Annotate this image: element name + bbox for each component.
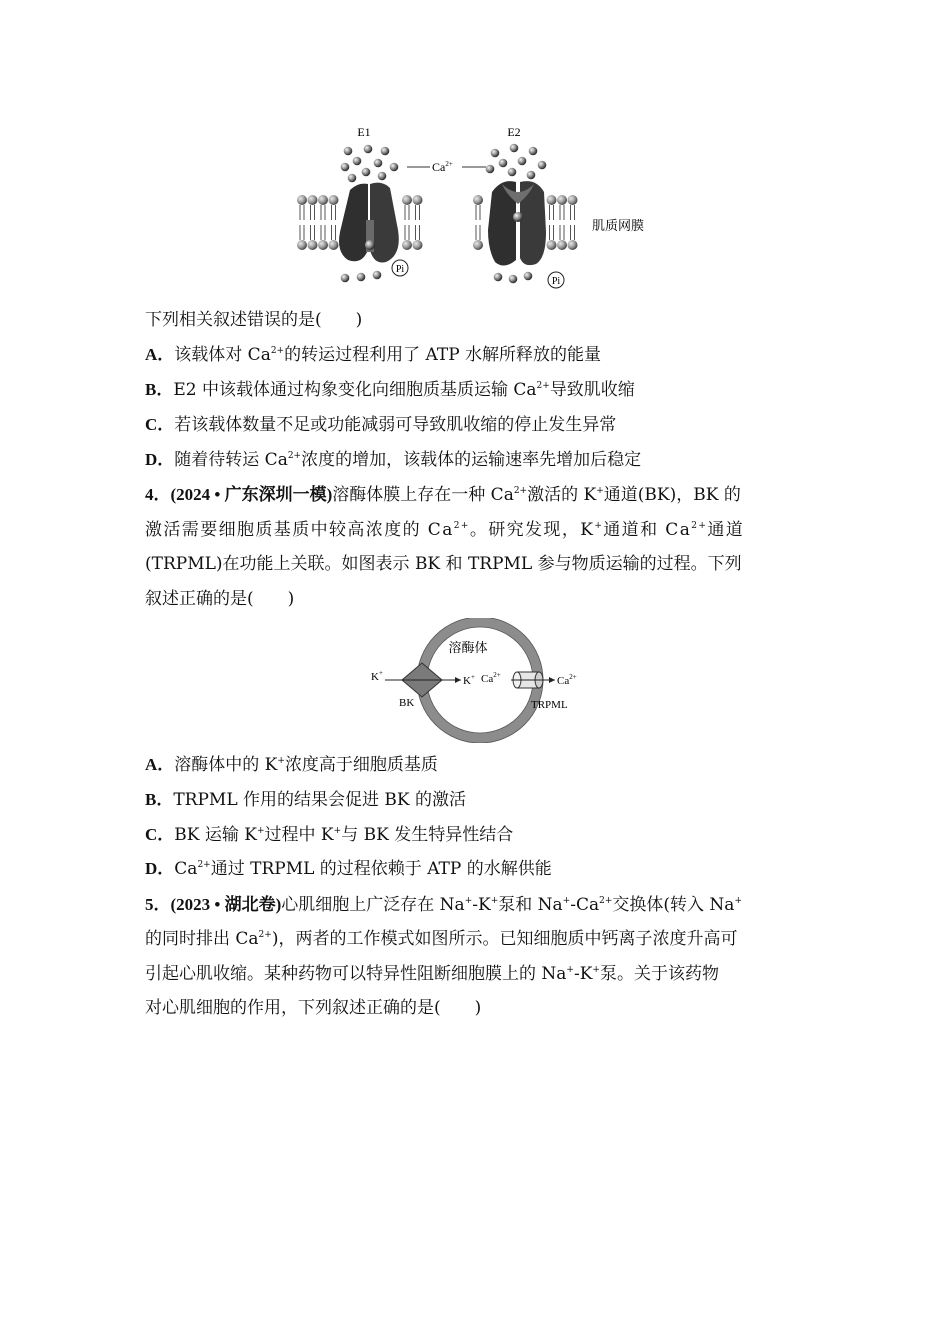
q3-option-c[interactable]: C．若该载体数量不足或功能减弱可导致肌收缩的停止发生异常 (145, 415, 617, 435)
e2-label: E2 (507, 125, 521, 139)
ca-label: $Ca^{2+}$ (432, 160, 453, 174)
q4-line-3: (TRPML)在功能上关联。如图表示 BK 和 TRPML 参与物质运输的过程。下列 (145, 554, 742, 574)
q3-option-b[interactable]: B．E2 中该载体通过构象变化向细胞质基质运输 $Ca^{2+}$导致肌收缩 (145, 380, 635, 400)
q4-option-a[interactable]: A．溶酶体中的 K+浓度高于细胞质基质 (145, 755, 438, 775)
q5-line-1: 5．(2023 • 湖北卷)心肌细胞上广泛存在 Na+-K+泵和 $Na^+-Ca^{2+}$交换体(转入 Na+ (145, 895, 742, 915)
q5-line-2: 的同时排出 $Ca^{2+}$)，两者的工作模式如图所示。已知细胞质中钙离子浓度升高可 (145, 929, 738, 949)
trpml-label: TRPML (531, 699, 568, 711)
ca-ion-inside: $Ca^{2+}$ (481, 671, 501, 685)
q5-source: (2023 • 湖北卷) (170, 895, 282, 914)
e1-carrier-protein (339, 183, 399, 263)
q4-source: (2024 • 广东深圳一模) (170, 485, 333, 504)
q3-option-d[interactable]: D．随着待转运 $Ca^{2+}$浓度的增加，该载体的运输速率先增加后稳定 (145, 450, 642, 470)
q5-line-4: 对心肌细胞的作用，下列叙述正确的是( ) (145, 998, 482, 1018)
pi-icon-e2 (548, 272, 564, 288)
lysosome-label: 溶酶体 (448, 640, 488, 655)
q3-option-a[interactable]: A．该载体对 $Ca^{2+}$的转运过程利用了 ATP 水解所释放的能量 (145, 345, 602, 365)
q4-option-d[interactable]: D．$Ca^{2+}$通过 TRPML 的过程依赖于 ATP 的水解供能 (145, 859, 552, 879)
e1-label: E1 (357, 125, 371, 139)
q4-line-2: 激活需要细胞质基质中较高浓度的 $Ca^{2+}$。研究发现，K+通道和 $Ca^{2+}$通道 (145, 520, 745, 540)
calcium-ions-e1-top (341, 145, 399, 183)
calcium-ions-e2-bottom (494, 272, 533, 284)
ca-ion-outside: $Ca^{2+}$ (557, 673, 577, 687)
bk-label: BK (399, 697, 415, 709)
lysosome-figure (365, 618, 585, 743)
q3-stem: 下列相关叙述错误的是( ) (145, 310, 363, 330)
membrane-label: 肌质网膜 (592, 218, 645, 233)
q5-line-3: 引起心肌收缩。某种药物可以特异性阻断细胞膜上的 Na+-K+泵。关于该药物 (145, 964, 719, 984)
calcium-ions-e1-bottom (341, 271, 382, 283)
k-ion-left: K+ (371, 669, 383, 683)
svg-text:Pi: Pi (551, 276, 561, 287)
q4-option-b[interactable]: B．TRPML 作用的结果会促进 BK 的激活 (145, 790, 467, 810)
calcium-ions-e2-top (486, 144, 547, 180)
q4-option-c[interactable]: C．BK 运输 K+过程中 K+与 BK 发生特异性结合 (145, 825, 514, 845)
k-ion-right: K+ (463, 673, 475, 687)
ca-pump-figure (290, 120, 670, 295)
e2-carrier-protein (488, 181, 546, 265)
q4-line-4: 叙述正确的是( ) (145, 589, 295, 609)
pi-icon-e1 (392, 260, 408, 276)
q4-line-1: 4．(2024 • 广东深圳一模)溶酶体膜上存在一种 $Ca^{2+}$激活的 K+通道(BK)，BK 的 (145, 485, 741, 505)
svg-text:Pi: Pi (395, 264, 405, 275)
